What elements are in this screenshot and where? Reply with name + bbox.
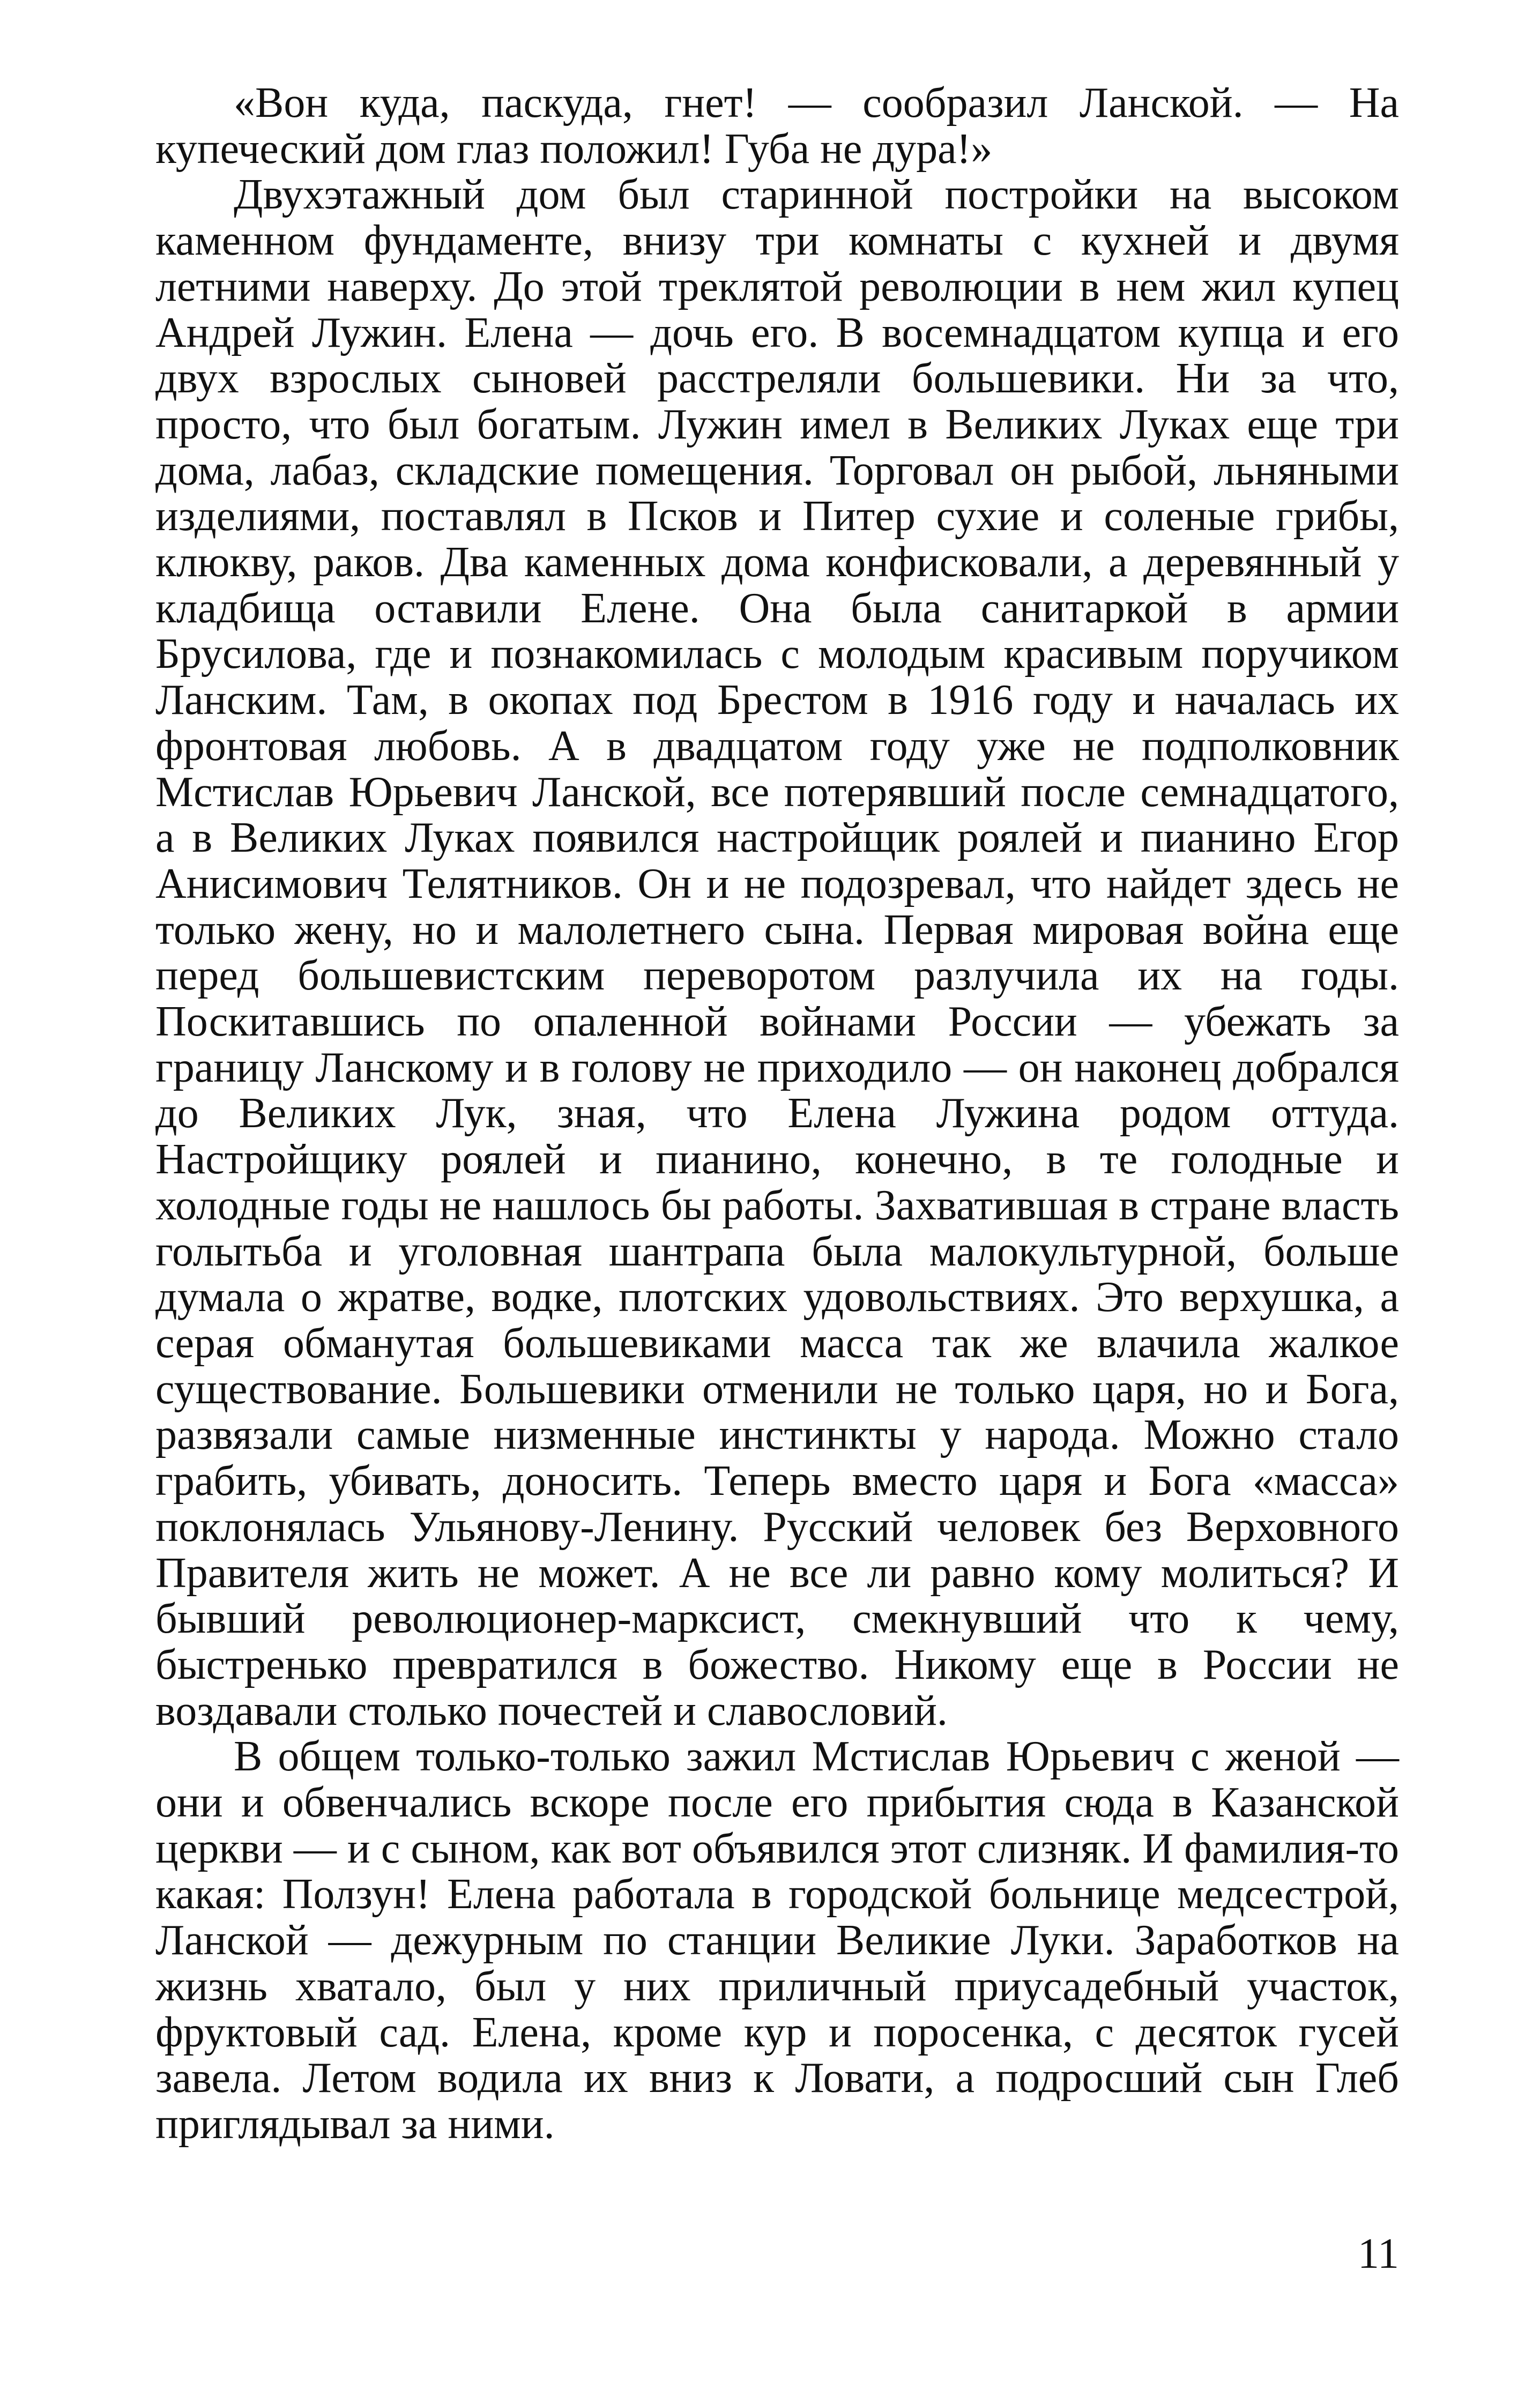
paragraph-3: В общем только-только зажил Мстислав Юрьевич с женой — они и обвенчались вскоре после его прибытия сюда в Казанской церкви — и с сыном, как вот объявился этот слизняк. И фамилия-то какая: Ползун! Елена работала в городской больнице медсестрой, Ланской — дежурным по станции Великие Луки. Заработков на жизнь хватало, был у них приличный приусадебный участок, фруктовый сад. Елена, кроме кур и поросенка, с десяток гусей завела. Летом водила их вниз к Ловати, а подросший сын Глеб приглядывал за ними. — [155, 1733, 1399, 2148]
page-number: 11 — [1357, 2230, 1399, 2277]
paragraph-1: «Вон куда, паскуда, гнет! — сообразил Ланской. — На купеческий дом глаз положил! Губа не дура!» — [155, 79, 1399, 173]
paragraph-2: Двухэтажный дом был старинной постройки на высоком каменном фундаменте, внизу три комнаты с кухней и двумя летними наверху. До этой треклятой революции в нем жил купец Андрей Лужин. Елена — дочь его. В восемнадцатом купца и его двух взрослых сыновей расстреляли большевики. Ни за что, просто, что был богатым. Лужин имел в Великих Луках еще три дома, лабаз, складские помещения. Торговал он рыбой, льняными изделиями, поставлял в Псков и Питер сухие и соленые грибы, клюкву, раков. Два каменных дома конфисковали, а деревянный у кладбища оставили Елене. Она была санитаркой в армии Брусилова, где и познакомилась с молодым красивым поручиком Ланским. Там, в окопах под Брестом в 1916 году и началась их фронтовая любовь. А в двадцатом году уже не подполковник Мстислав Юрьевич Ланской, все потерявший после семнадцатого, а в Великих Луках появился настройщик роялей и пианино Егор Анисимович Телятников. Он и не подозревал, что найдет здесь не только жену, но и малолетнего сына. Первая мировая война еще перед большевистским переворотом разлучила их на годы. Поскитавшись по опаленной войнами России — убежать за границу Ланскому и в голову не приходило — он наконец добрался до Великих Лук, зная, что Елена Лужина родом оттуда. Настройщику роялей и пианино, конечно, в те голодные и холодные годы не нашлось бы работы. Захватившая в стране власть голытьба и уголовная шантрапа была малокультурной, больше думала о жратве, водке, плотских удовольствиях. Это верхушка, а серая обманутая большевиками масса так же влачила жалкое существование. Большевики отменили не только царя, но и Бога, развязали самые низменные инстинкты у народа. Можно стало грабить, убивать, доносить. Теперь вместо царя и Бога «масса» поклонялась Ульянову-Ленину. Русский человек без Верховного Правителя жить не может. А не все ли равно кому молиться? И бывший революционер-марксист, смекнувший что к чему, быстренько превратился в божество. Никому еще в России не воздавали столько почестей и славословий. — [155, 171, 1399, 1734]
book-page-text — [155, 80, 1399, 2148]
